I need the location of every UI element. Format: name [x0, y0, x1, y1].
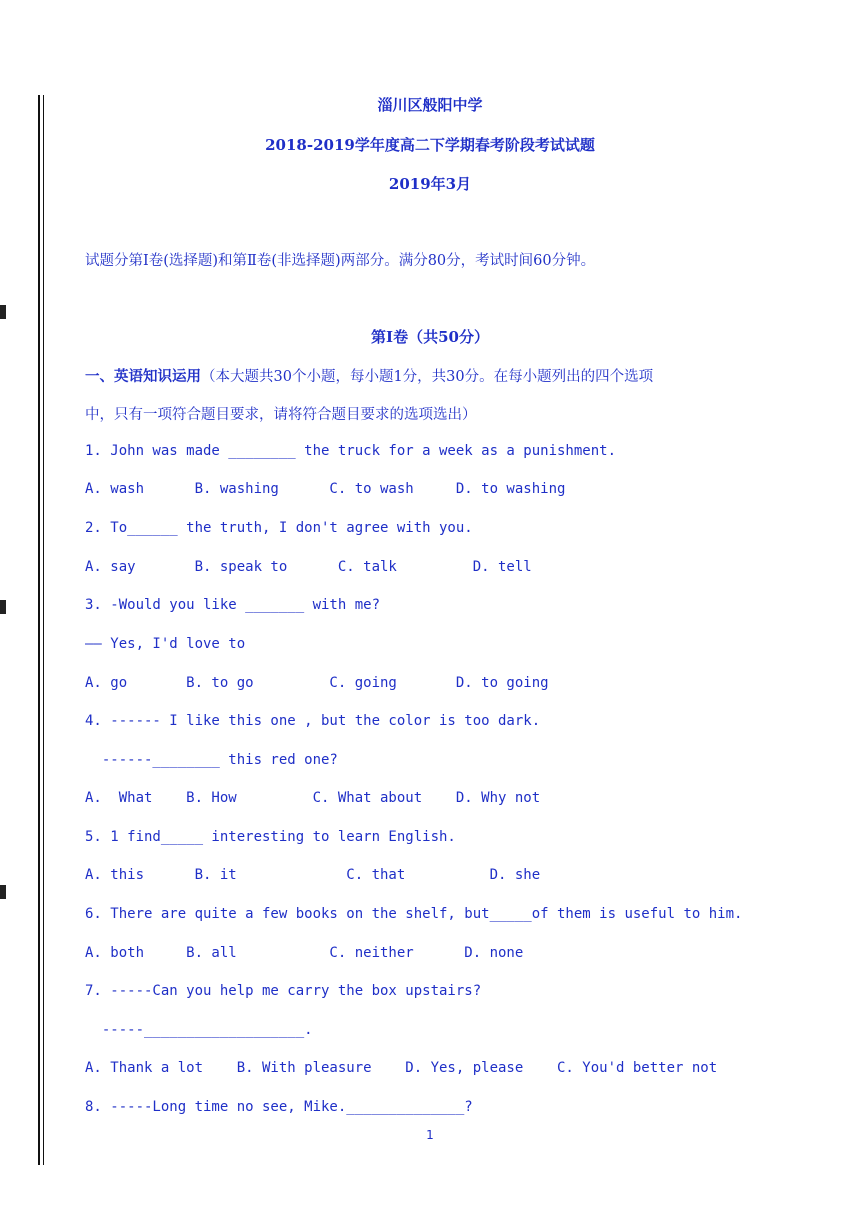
options-line: A. wash B. washing C. to wash D. to washing	[85, 481, 566, 497]
question-line: 3. -Would you like _______ with me?	[85, 597, 381, 613]
options-line: A. What B. How C. What about D. Why not	[85, 790, 541, 806]
options-line: A. say B. speak to C. talk D. tell	[85, 559, 532, 575]
section-title: 一、英语知识运用	[85, 368, 201, 385]
binding-margin-mark	[0, 885, 6, 899]
question-line: 7. -----Can you help me carry the box upstairs?	[85, 983, 482, 999]
dialogue-line: ------________ this red one?	[85, 752, 338, 768]
options-line: A. both B. all C. neither D. none	[85, 945, 524, 961]
exam-date: 2019年3月	[388, 175, 472, 193]
options-line: A. this B. it C. that D. she	[85, 867, 541, 883]
question-line: 5. 1 find_____ interesting to learn English.	[85, 829, 456, 845]
section-description: （本大题共30个小题，每小题1分，共30分。在每小题列出的四个选项	[201, 369, 654, 385]
section-description-cont: 中，只有一项符合题目要求，请将符合题目要求的选项选出）	[85, 407, 477, 423]
dialogue-line: —— Yes, I'd love to	[85, 636, 246, 652]
exam-title: 2018-2019学年度高二下学期春考阶段考试试题	[265, 136, 595, 154]
question-line: 4. ------ I like this one , but the color is too dark.	[85, 713, 541, 729]
school-name: 淄川区般阳中学	[377, 96, 483, 114]
page-number: 1	[426, 1128, 434, 1142]
question-line: 6. There are quite a few books on the shelf, but_____of them is useful to him.	[85, 906, 743, 922]
part-one-title: 第Ⅰ卷（共50分）	[371, 328, 489, 346]
binding-margin-line	[38, 95, 44, 1165]
question-line: 8. -----Long time no see, Mike.______________?	[85, 1099, 473, 1115]
options-line: A. Thank a lot B. With pleasure D. Yes, please C. You'd better not	[85, 1060, 718, 1076]
binding-margin-mark	[0, 305, 6, 319]
dialogue-line: -----___________________.	[85, 1022, 313, 1038]
exam-intro: 试题分第Ⅰ卷(选择题)和第Ⅱ卷(非选择题)两部分。满分80分，考试时间60分钟。	[85, 253, 596, 269]
question-line: 1. John was made ________ the truck for a week as a punishment.	[85, 443, 617, 459]
options-line: A. go B. to go C. going D. to going	[85, 675, 549, 691]
section-heading	[85, 365, 653, 386]
binding-margin-mark	[0, 600, 6, 614]
question-line: 2. To______ the truth, I don't agree with you.	[85, 520, 473, 536]
